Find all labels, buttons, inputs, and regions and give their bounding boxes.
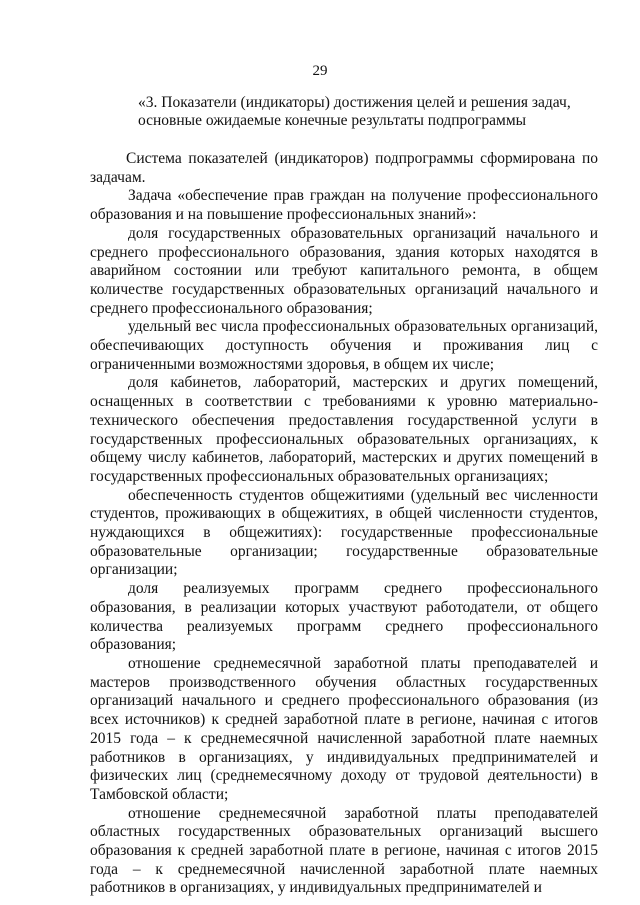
paragraph: удельный вес числа профессиональных образовательных организаций, обеспечивающих доступность обучения и проживания лиц с ограниченными возможностями здоровья, в общем их числе; xyxy=(90,318,598,373)
paragraph: Задача «обеспечение прав граждан на получение профессионального образования и на повышение профессиональных знаний»: xyxy=(90,187,598,224)
document-body xyxy=(90,150,598,898)
paragraph: доля кабинетов, лабораторий, мастерских и других помещений, оснащенных в соответствии с требованиями к уровню материально-технического обеспечения предоставления государственной услуги в государственных профессиональных образовательных организациях, к общему числу кабинетов, лабораторий, мастерских и других помещений в государственных профессиональных образовательных организациях; xyxy=(90,374,598,485)
section-title xyxy=(138,94,598,129)
paragraph: Система показателей (индикаторов) подпрограммы сформирована по задачам. xyxy=(90,150,598,186)
paragraph: отношение среднемесячной заработной платы преподавателей областных государственных образовательных организаций высшего образования к средней заработной плате в регионе, начиная с итогов 2015 года – к среднемесячной начисленной заработной плате наемных работников в организациях, у индивидуальных предпринимателей и xyxy=(90,804,598,897)
section-title-line: «3. Показатели (индикаторы) достижения целей и решения задач, xyxy=(138,94,571,111)
paragraph: обеспеченность студентов общежитиями (удельный вес численности студентов, проживающих в общежитиях, в общей численности студентов, нуждающихся в общежитиях): государственные профессиональные образовательные организации; государственные образовательные организации; xyxy=(90,486,598,579)
paragraph: доля государственных образовательных организаций начального и среднего профессионального образования, здания которых находятся в аварийном состоянии или требуют капитального ремонта, в общем количестве государственных образовательных организаций начального и среднего профессионального образования; xyxy=(90,224,598,317)
paragraph: отношение среднемесячной заработной платы преподавателей и мастеров производственного обучения областных государственных организаций начального и среднего профессионального образования (из всех источников) к средней заработной плате в регионе, начиная с итогов 2015 года – к среднемесячной начисленной заработной плате наемных работников в организациях, у индивидуальных предпринимателей и физических лиц (среднемесячному доходу от трудовой деятельности) в Тамбовской области; xyxy=(90,654,598,803)
page-number: 29 xyxy=(312,63,328,79)
paragraph: доля реализуемых программ среднего профессионального образования, в реализации которых участвуют работодатели, от общего количества реализуемых программ среднего профессионального образования; xyxy=(90,580,598,654)
section-title-line: основные ожидаемые конечные результаты подпрограммы xyxy=(138,111,527,129)
